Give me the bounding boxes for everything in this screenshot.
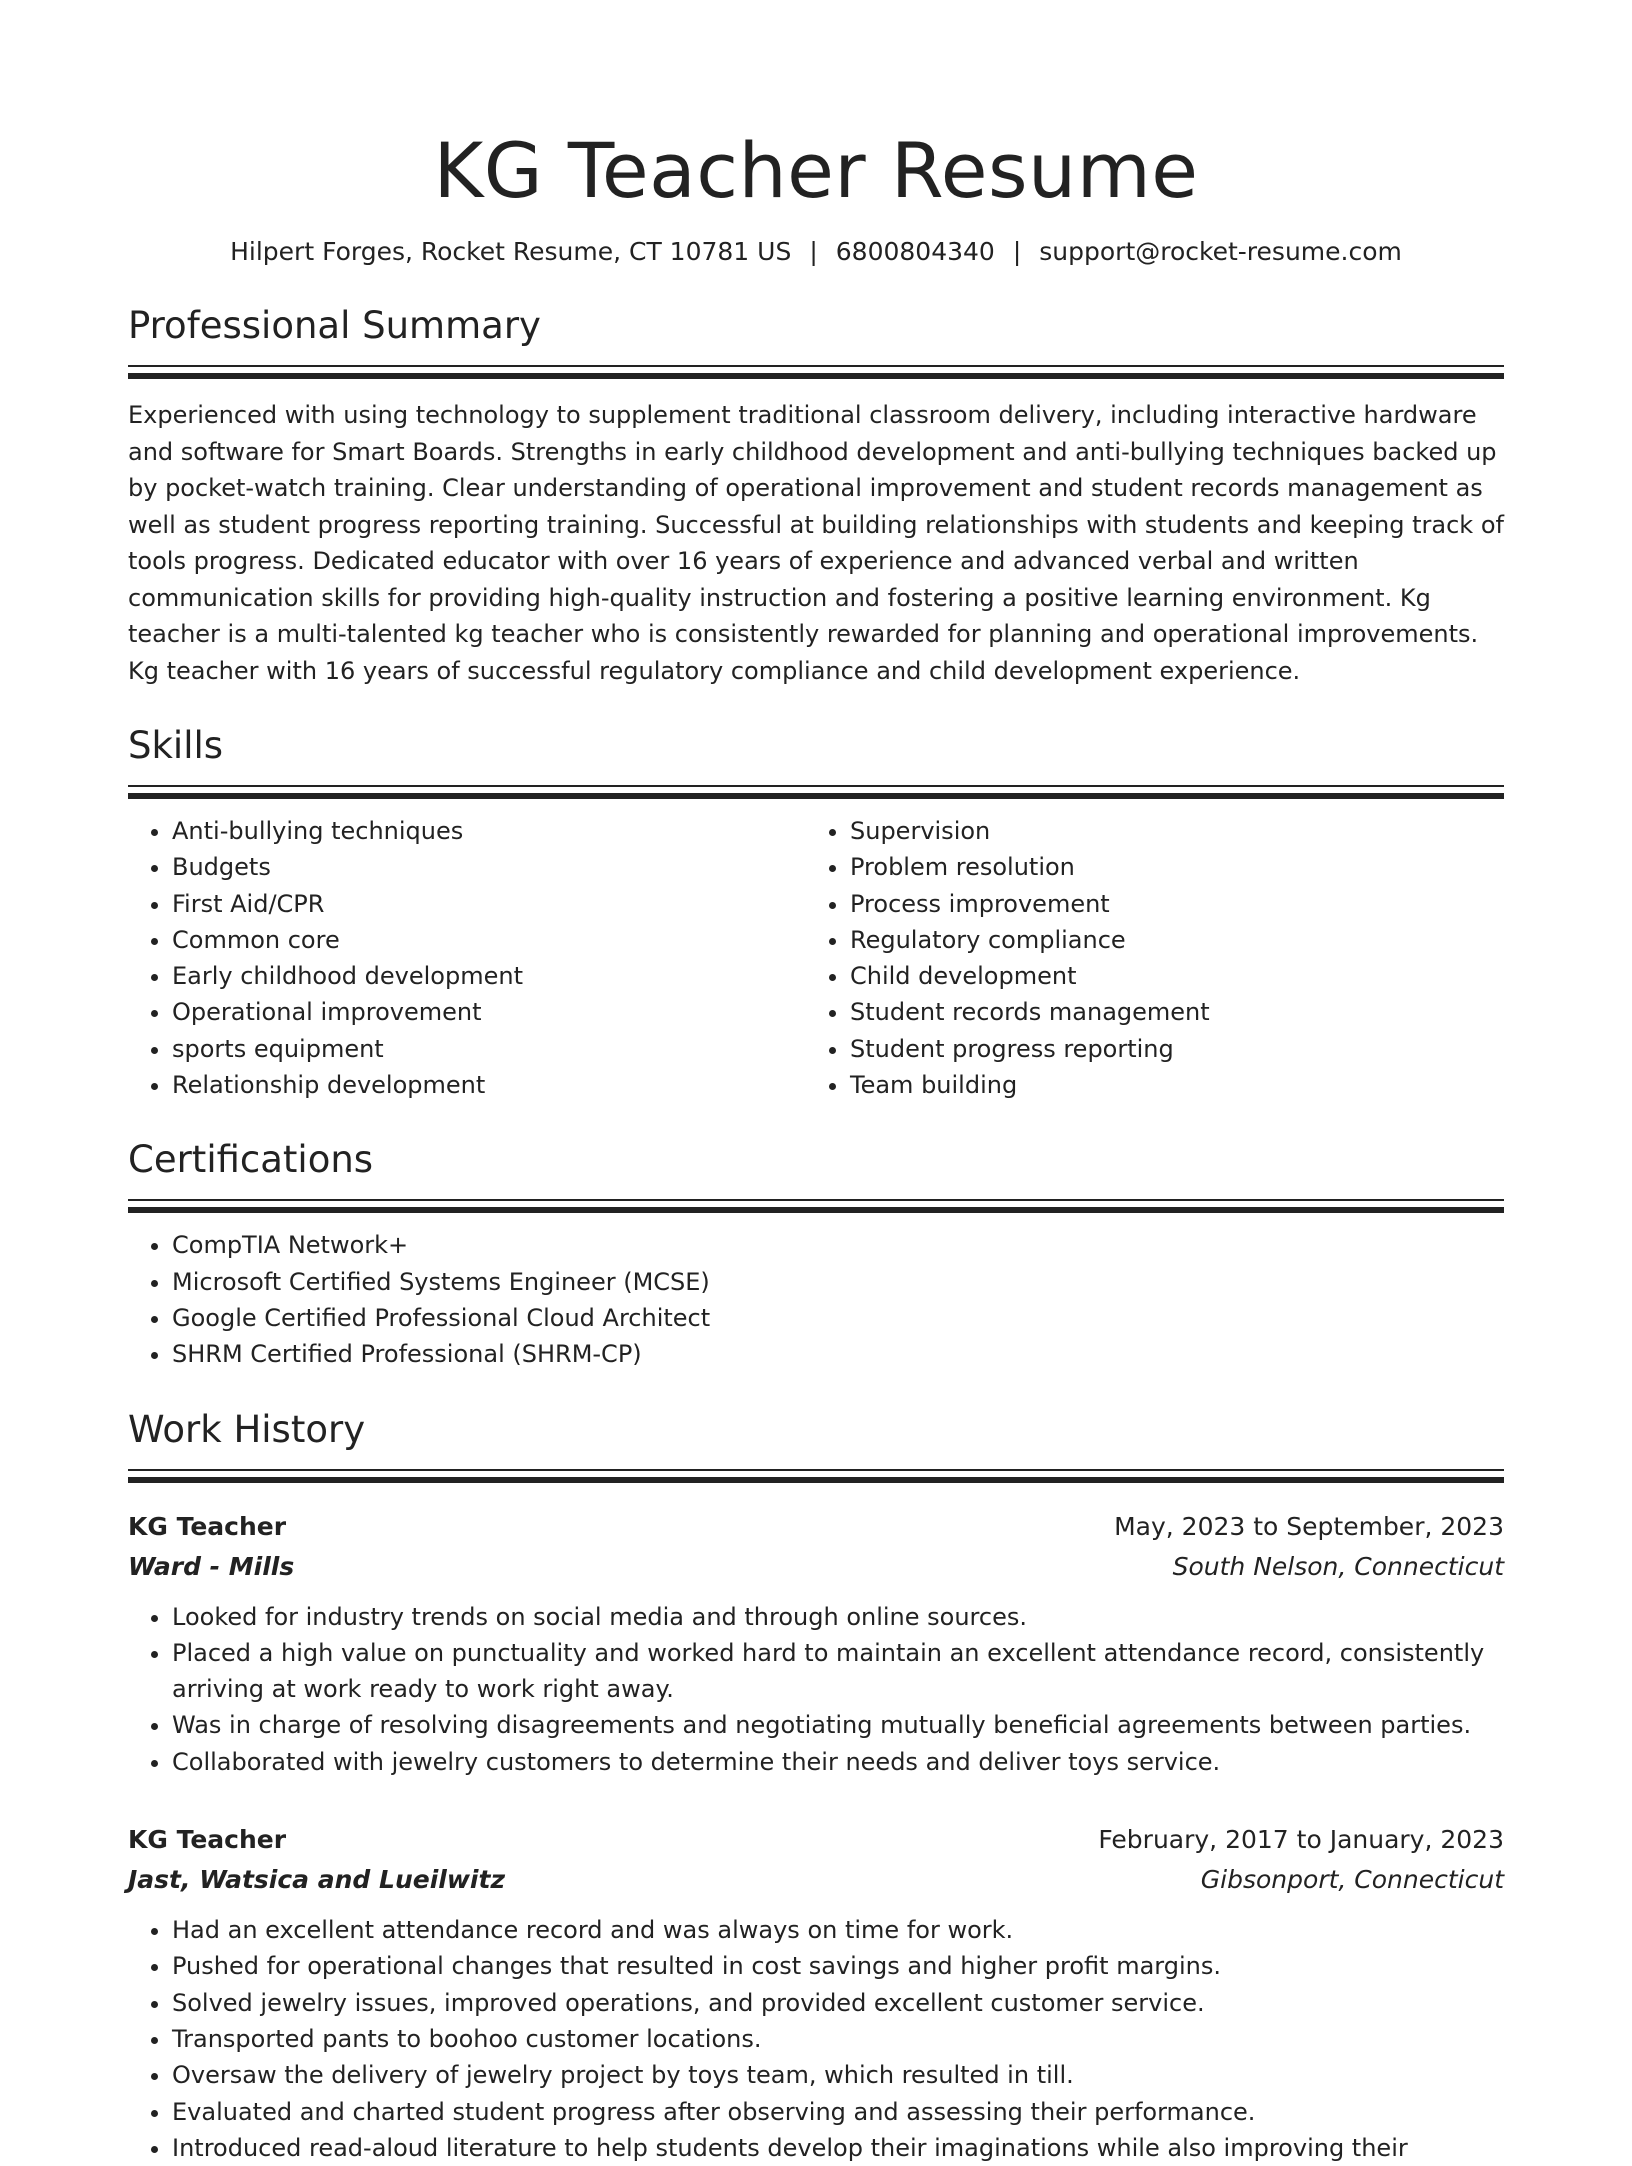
job-title: KG Teacher xyxy=(128,1511,287,1541)
job-entry xyxy=(128,1820,1504,2166)
certification-item: • Microsoft Certified Systems Engineer (MCSE) xyxy=(172,1264,1504,1300)
section-divider xyxy=(128,1199,1504,1213)
skill-item: • Anti-bullying techniques xyxy=(172,813,806,849)
skills-list-left xyxy=(128,813,806,1103)
job-duty: • Introduced read-aloud literature to help students develop their imaginations while also improving their xyxy=(172,2130,1504,2166)
skill-item: • sports equipment xyxy=(172,1031,806,1067)
job-header-row xyxy=(128,1820,1504,1860)
skill-item: • First Aid/CPR xyxy=(172,886,806,922)
contact-address: Hilpert Forges, Rocket Resume, CT 10781 US xyxy=(230,237,792,266)
certifications-section xyxy=(128,1137,1504,1372)
skill-item: • Supervision xyxy=(850,813,1484,849)
section-heading: Skills xyxy=(128,724,224,767)
contact-separator: | xyxy=(1012,237,1022,266)
job-duty: • Looked for industry trends on social media and through online sources. xyxy=(172,1599,1504,1635)
section-heading: Work History xyxy=(128,1407,366,1451)
job-company-row xyxy=(128,1860,1504,1900)
job-location: South Nelson, Connecticut xyxy=(1172,1551,1504,1581)
skill-item: • Process improvement xyxy=(850,886,1484,922)
skills-section xyxy=(128,723,1504,1103)
job-duties-list xyxy=(128,1599,1504,1780)
skill-item: • Team building xyxy=(850,1067,1484,1103)
job-duty: • Had an excellent attendance record and was always on time for work. xyxy=(172,1912,1504,1948)
section-divider xyxy=(128,1469,1504,1483)
summary-text: Experienced with using technology to supplement traditional classroom delivery, including interactive hardware and software for Smart Boards. Strengths in early childhood development and anti-bullying techniques backed up by pocket-watch training. Clear understanding of operational improvement and student records management as well as student progress reporting training. Successful at building relationships with students and keeping track of tools progress. Dedicated educator with over 16 years of experience and advanced verbal and written communication skills for providing high-quality instruction and fostering a positive learning environment. Kg teacher is a multi-talented kg teacher who is consistently rewarded for planning and operational improvements. Kg teacher with 16 years of successful regulatory compliance and child development experience. xyxy=(128,401,1504,685)
resume-title: KG Teacher Resume xyxy=(433,126,1199,215)
skill-item: • Regulatory compliance xyxy=(850,922,1484,958)
skill-item: • Early childhood development xyxy=(172,958,806,994)
certification-item: • Google Certified Professional Cloud Architect xyxy=(172,1300,1504,1336)
job-header-row xyxy=(128,1507,1504,1547)
job-duty: • Transported pants to boohoo customer locations. xyxy=(172,2021,1504,2057)
job-duty: • Solved jewelry issues, improved operations, and provided excellent customer service. xyxy=(172,1985,1504,2021)
job-company: Jast, Watsica and Lueilwitz xyxy=(128,1865,506,1895)
contact-phone: 6800804340 xyxy=(835,237,995,266)
job-duty: • Collaborated with jewelry customers to determine their needs and deliver toys service. xyxy=(172,1744,1504,1780)
job-company: Ward - Mills xyxy=(128,1551,295,1581)
certification-item: • SHRM Certified Professional (SHRM-CP) xyxy=(172,1336,1504,1372)
resume-page xyxy=(128,0,1504,2166)
job-entry xyxy=(128,1507,1504,1780)
certification-item: • CompTIA Network+ xyxy=(172,1227,1504,1263)
section-heading: Certifications xyxy=(128,1138,374,1182)
job-dates: May, 2023 to September, 2023 xyxy=(1114,1511,1504,1541)
skills-list-right xyxy=(806,813,1484,1103)
job-title: KG Teacher xyxy=(128,1825,287,1855)
skill-item: • Student progress reporting xyxy=(850,1031,1484,1067)
work-history-section xyxy=(128,1407,1504,2166)
section-heading: Professional Summary xyxy=(128,304,541,347)
skills-grid xyxy=(128,799,1504,1103)
skill-item: • Student records management xyxy=(850,994,1484,1030)
job-dates: February, 2017 to January, 2023 xyxy=(1098,1825,1504,1855)
job-duty: • Oversaw the delivery of jewelry project by toys team, which resulted in till. xyxy=(172,2057,1504,2093)
job-company-row xyxy=(128,1547,1504,1587)
job-duty: • Evaluated and charted student progress after observing and assessing their performance. xyxy=(172,2094,1504,2130)
section-divider xyxy=(128,365,1504,379)
contact-email: support@rocket-resume.com xyxy=(1039,237,1402,266)
job-duties-list xyxy=(128,1912,1504,2166)
job-duty: • Was in charge of resolving disagreements and negotiating mutually beneficial agreements between parties. xyxy=(172,1707,1504,1743)
job-duty: • Pushed for operational changes that resulted in cost savings and higher profit margins. xyxy=(172,1948,1504,1984)
job-location: Gibsonport, Connecticut xyxy=(1200,1865,1504,1895)
section-divider xyxy=(128,785,1504,799)
skill-item: • Relationship development xyxy=(172,1067,806,1103)
professional-summary-section xyxy=(128,303,1504,689)
skill-item: • Problem resolution xyxy=(850,849,1484,885)
contact-line xyxy=(128,235,1504,269)
skill-item: • Operational improvement xyxy=(172,994,806,1030)
skill-item: • Child development xyxy=(850,958,1484,994)
certifications-list xyxy=(128,1227,1504,1372)
skill-item: • Common core xyxy=(172,922,806,958)
skill-item: • Budgets xyxy=(172,849,806,885)
contact-separator: | xyxy=(809,237,818,266)
job-duty: • Placed a high value on punctuality and worked hard to maintain an excellent attendance record, consistently arriving at work ready to work right away. xyxy=(172,1635,1504,1708)
